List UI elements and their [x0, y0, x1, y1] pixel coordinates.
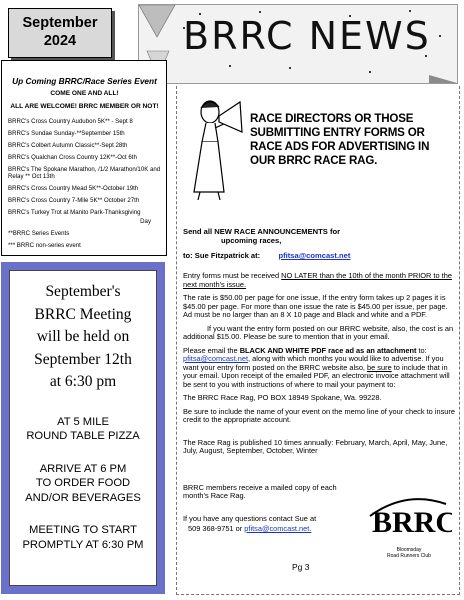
email-text: , along with which months you would like to advertise. If you want your entry form posted on the BRRC website also,	[183, 354, 444, 372]
event-item: BRRC's Cross Country Mead 5K**-October 19th	[8, 184, 139, 192]
website-paragraph: If you want the entry form posted on our BRRC website, also, the cost is an additional $15.00. Please be sure to mention that in your email.	[183, 323, 454, 341]
email-text: Please email the	[183, 345, 240, 355]
contact-line	[183, 251, 350, 260]
events-subheading: COME ONE AND ALL!	[50, 89, 119, 97]
decorative-dot	[259, 11, 261, 13]
meeting-location	[10, 415, 156, 444]
megaphone-person-icon	[188, 92, 248, 204]
email-link[interactable]: pfitsa@comcast.net	[183, 354, 249, 363]
logo-letters: BRRC	[372, 506, 452, 539]
send-line: upcoming races,	[221, 236, 282, 246]
logo-caption	[366, 547, 452, 559]
send-instructions	[183, 227, 340, 245]
meeting-location-line: ROUND TABLE PIZZA	[26, 430, 140, 442]
meeting-start-line: PROMPTLY AT 6:30 PM	[22, 538, 144, 551]
decorative-dot	[369, 71, 371, 73]
event-item: BRRC's Colbert Autumn Classic**-Sept 28th	[8, 141, 128, 149]
club-logo-mark	[366, 486, 452, 546]
phone-email-link[interactable]: pfitsa@comcast.net.	[244, 524, 312, 533]
meeting-arrival-line: AND/OR BEVERAGES	[25, 491, 141, 504]
meeting-title-line: September's	[45, 283, 121, 300]
logo-caption-line: Road Runners Club	[387, 553, 431, 559]
deadline-text: Entry forms must be received	[183, 271, 282, 280]
non-series-note: *** BRRC non-series event	[8, 241, 81, 249]
event-item-continuation: Day	[140, 217, 151, 225]
decorative-dot	[289, 67, 291, 69]
meeting-arrival	[10, 462, 156, 506]
events-list	[8, 118, 161, 249]
issue-year: 2024	[43, 33, 77, 49]
meeting-title-line: BRRC Meeting	[34, 305, 132, 323]
page-number: Pg 3	[292, 562, 310, 572]
questions-line: If you have any questions contact Sue at	[183, 513, 317, 523]
issue-date-box	[8, 8, 112, 58]
members-paragraph: BRRC members receive a mailed copy of each month's Race Rag.	[183, 482, 337, 500]
deadline-paragraph	[183, 272, 455, 289]
events-welcome: ALL ARE WELCOME! BRRC MEMBER OR NOT!	[10, 102, 159, 110]
publication-paragraph: The Race Rag is published 10 times annually: February, March, April, May, June, July, August, September, October, Winter	[183, 437, 448, 455]
email-text: to:	[416, 345, 427, 355]
contact-label: to: Sue Fitzpatrick at:	[183, 251, 261, 260]
meeting-title-line: September 12th	[34, 350, 132, 368]
meeting-box	[9, 270, 157, 586]
meeting-title-line: will be held on	[36, 328, 130, 345]
email-text: to include that in your email. Upon receipt of the emailed PDF, an electronic invoice attachment will be sent to you with instructions of where to mail your payment to:	[183, 362, 450, 389]
email-underline: be sure	[367, 362, 392, 372]
email-paragraph	[183, 347, 455, 390]
club-logo	[366, 486, 452, 559]
event-item: BRRC's Cross Country Audubon 5K** - Sept 8	[8, 117, 133, 125]
decorative-dot	[229, 65, 231, 67]
memo-paragraph: Be sure to include the name of your event on the memo line of your check to insure credit to the appropriate account.	[183, 406, 455, 424]
logo-caption-line: Bloomsday	[396, 547, 422, 553]
series-note: **BRRC Series Events	[8, 229, 70, 237]
mailing-address: The BRRC Race Rag, PO BOX 18949 Spokane, Wa. 99228.	[183, 393, 382, 402]
decorative-dot	[409, 10, 411, 12]
announcement-heading: RACE DIRECTORS OR THOSE SUBMITTING ENTRY FORMS OR RACE ADS FOR ADVERTISING IN OUR BRRC RACE RAG.	[250, 112, 430, 167]
meeting-arrival-line: TO ORDER FOOD	[35, 477, 131, 489]
meeting-start	[10, 523, 156, 552]
event-item: BRRC's Turkey Trot at Manito Park-Thanksgiving	[8, 208, 141, 216]
newsletter-title: BRRC NEWS	[183, 14, 431, 58]
meeting-title	[10, 281, 156, 394]
meeting-title-line: at 6:30 pm	[49, 373, 117, 390]
email-emphasis: BLACK AND WHITE PDF race ad as an attachment	[239, 345, 417, 355]
send-line: Send all NEW RACE ANNOUNCEMENTS for	[183, 227, 341, 236]
issue-month: September	[22, 15, 98, 31]
meeting-start-line: MEETING TO START	[29, 524, 137, 536]
events-heading: Up Coming BRRC/Race Series Event	[12, 76, 157, 86]
event-item: BRRC's Sundae Sunday-**September 15th	[8, 129, 125, 137]
rate-paragraph: The rate is $50.00 per page for one issue, If the entry form takes up 2 pages it is $45.00 per page. For more than one issue the rate is $45.00 per issue, per page. Ad must be no larger than an 8 X 10 page and Black and white and a PDF.	[183, 293, 448, 319]
decorative-dot	[439, 35, 441, 37]
meeting-arrival-line: ARRIVE AT 6 PM	[39, 462, 127, 475]
upcoming-events-box	[1, 60, 167, 256]
meeting-location-line: AT 5 MILE	[57, 415, 109, 428]
phone-text: 509 368-9751 or	[188, 524, 245, 533]
deadline-emphasis: NO LATER than the 10th of the month PRIOR to the next month's issue.	[183, 271, 452, 289]
event-item: BRRC's The Spokane Marathon, /1/2 Marathon/10K and Relay ** Oct 13th	[8, 165, 161, 180]
event-item: BRRC's Qualchan Cross Country 12K**-Oct 6th	[8, 153, 137, 161]
event-item: BRRC's Cross Country 7-Mile 5K** October 27th	[8, 196, 140, 204]
contact-email-link[interactable]: pfitsa@comcast.net	[278, 251, 351, 260]
